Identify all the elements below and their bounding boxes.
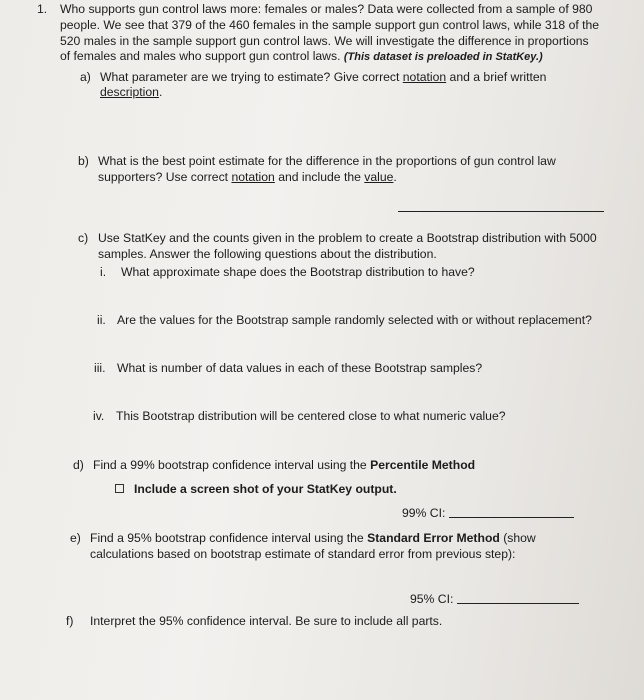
part-c-item-3-text: What is number of data values in each of these Bootstrap samples? bbox=[117, 361, 483, 375]
part-f-label: f) bbox=[66, 614, 74, 628]
part-c-item-4-number: iv. bbox=[93, 409, 105, 423]
part-d-line-1 bbox=[93, 458, 475, 473]
part-c-line-2: samples. Answer the following questions about the distribution. bbox=[98, 247, 437, 261]
part-b-value-underlined: value bbox=[364, 170, 394, 184]
part-d-ci-label: 99% CI: bbox=[402, 506, 446, 520]
part-b-line-2 bbox=[98, 170, 397, 185]
part-c-item-4-text: This Bootstrap distribution will be centered close to what numeric value? bbox=[116, 409, 506, 423]
part-c-item-1-number: i. bbox=[100, 265, 107, 279]
part-b-notation-underlined: notation bbox=[231, 170, 275, 184]
part-b-line-1: What is the best point estimate for the difference in the proportions of gun control law bbox=[98, 154, 556, 168]
dataset-note: (This dataset is preloaded in StatKey.) bbox=[343, 51, 543, 63]
part-e-line-2: calculations based on bootstrap estimate of standard error from previous step): bbox=[90, 547, 516, 561]
part-f-text: Interpret the 95% confidence interval. Be sure to include all parts. bbox=[90, 614, 443, 628]
part-c-item-2-text: Are the values for the Bootstrap sample randomly selected with or without replacement? bbox=[117, 313, 592, 327]
part-a-text: What parameter are we trying to estimate? Give correct bbox=[100, 70, 403, 84]
part-e-label: e) bbox=[70, 531, 81, 545]
part-a-line-2 bbox=[100, 85, 162, 100]
part-d-method-bold: Percentile Method bbox=[370, 458, 476, 472]
part-d-label: d) bbox=[73, 458, 84, 472]
question-text-line-3: 520 males in the sample support gun control laws. We will investigate the difference in proportions bbox=[60, 34, 589, 48]
question-text-line-2: people. We see that 379 of the 460 females in the sample support gun control laws, while 318 of the bbox=[60, 18, 600, 32]
part-e-text: Find a 95% bootstrap confidence interval using the bbox=[90, 531, 368, 545]
part-a-line-1 bbox=[100, 70, 546, 85]
part-c-item-3-number: iii. bbox=[94, 361, 106, 375]
part-a-period: . bbox=[158, 85, 163, 99]
question-number: 1. bbox=[37, 2, 48, 16]
part-c-line-1: Use StatKey and the counts given in the problem to create a Bootstrap distribution with 5000 bbox=[98, 231, 597, 245]
part-b-answer-line[interactable] bbox=[398, 211, 604, 212]
part-c-item-2-number: ii. bbox=[97, 313, 106, 327]
part-a-description-underlined: description bbox=[100, 85, 159, 99]
part-c-item-1-text: What approximate shape does the Bootstrap distribution to have? bbox=[121, 265, 475, 279]
part-d-checkbox-row bbox=[115, 482, 397, 497]
part-d-text: Find a 99% bootstrap confidence interval using the bbox=[93, 458, 371, 472]
checkbox-icon[interactable] bbox=[115, 484, 124, 493]
part-a-text-end: and a brief written bbox=[446, 70, 547, 84]
part-b-text-mid: and include the bbox=[274, 170, 365, 184]
part-b-label: b) bbox=[78, 154, 89, 168]
part-a-notation-underlined: notation bbox=[402, 70, 447, 84]
question-text-line-1: Who supports gun control laws more: females or males? Data were collected from a sample of 980 bbox=[60, 2, 593, 16]
part-c-label: c) bbox=[78, 231, 89, 245]
part-d-ci-answer-line[interactable] bbox=[449, 517, 574, 518]
part-d-checkbox-text: Include a screen shot of your StatKey output. bbox=[134, 482, 397, 496]
part-e-ci-label: 95% CI: bbox=[410, 592, 454, 606]
part-e-method-bold: Standard Error Method bbox=[367, 531, 500, 545]
part-a-label: a) bbox=[80, 70, 91, 84]
part-e-line-1 bbox=[90, 531, 536, 546]
part-b-period: . bbox=[393, 170, 397, 184]
part-e-ci-answer-line[interactable] bbox=[457, 603, 579, 604]
part-b-text: supporters? Use correct bbox=[98, 170, 232, 184]
question-text-line-4-main: of females and males who support gun control laws. bbox=[60, 49, 341, 63]
part-e-text-end: (show bbox=[499, 531, 536, 545]
question-text-line-4 bbox=[60, 49, 543, 65]
